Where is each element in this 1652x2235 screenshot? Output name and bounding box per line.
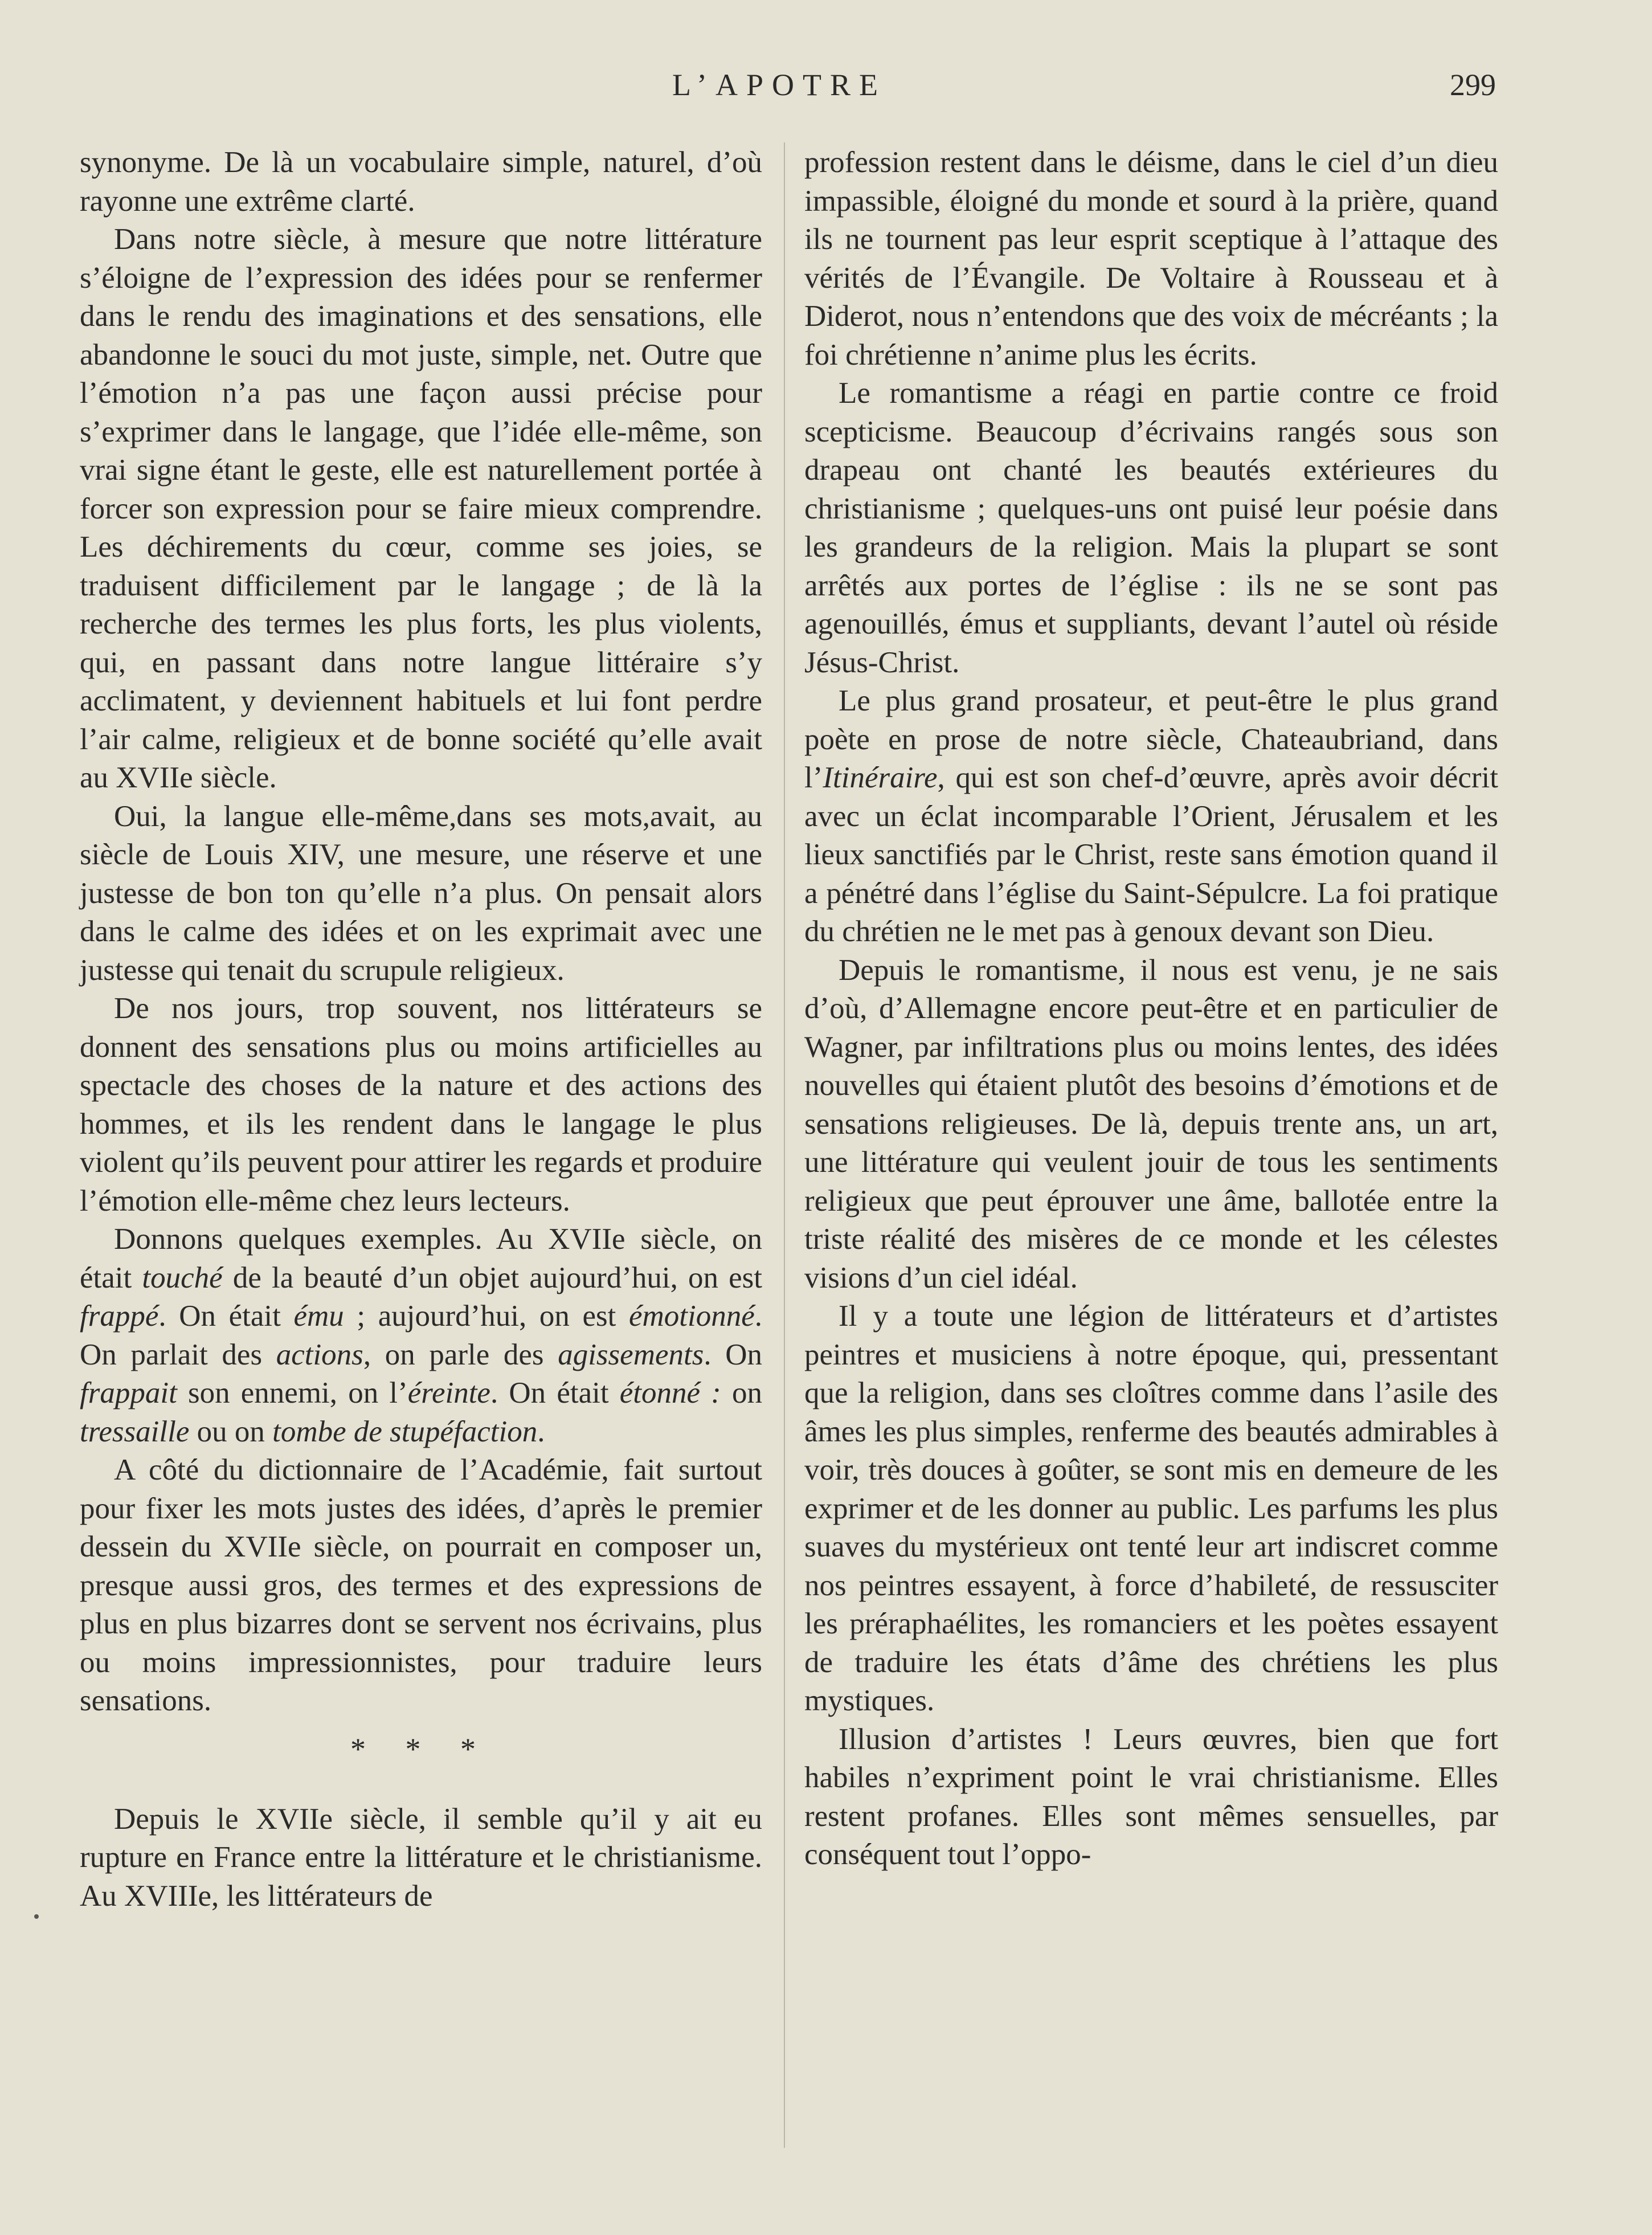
right-paragraph-5: Il y a toute une légion de littérateurs et d’artistes peintres et musiciens à notre époque, qui, pressentant que la religion, dans ses cloîtres comme dans l’asile des âmes les plus simples, renferme des beautés admirables à voir, très douces à goûter, se sont mis en demeure de les exprimer et de les donner au public. Les parfums les plus suaves du mystérieux ont tenté leur art indiscret comme nos peintres essayent, à force d’habileté, de ressusciter les préraphaélites, les romanciers et les poètes essayent de traduire les états d’âme des chrétiens les plus mystiques. [804, 1300, 1498, 1717]
text-run: son ennemi, on l’ [177, 1376, 408, 1409]
italic-term: touché [142, 1261, 223, 1294]
italic-term: éreinte [407, 1376, 490, 1409]
right-column [804, 144, 1498, 1874]
text-run: Donnons quelques exemples. Au XVIIe siècle, on était [80, 1223, 762, 1294]
text-run: , qui est son chef-d’œuvre, après avoir décrit avec un éclat incomparable l’Orient, Jérusalem et les lieux sanctifiés par le Christ, reste sans émotion quand il a pénétré dans l’église du Saint-Sépulcre. La foi pratique du chrétien ne le met pas à genoux devant son Dieu. [804, 761, 1498, 948]
running-title: L’APOTRE [672, 68, 887, 102]
italic-term: frappait [80, 1376, 177, 1409]
text-run: . [537, 1415, 545, 1448]
right-paragraph-3 [804, 682, 1498, 951]
text-run: on [721, 1376, 763, 1409]
text-run: de la beauté d’un objet aujourd’hui, on est [222, 1261, 762, 1294]
text-run: Le plus grand prosateur, et peut-être le plus grand poète en prose de notre siècle, Chateaubriand, dans l’ [804, 684, 1498, 794]
page-header [0, 67, 1652, 113]
text-run: ; aujourd’hui, on est [344, 1300, 629, 1333]
right-paragraph-1: profession restent dans le déisme, dans le ciel d’un dieu impassible, éloigné du monde et sourd à la prière, quand ils ne tournent pas leur esprit sceptique à l’attaque des vérités de l’Évangile. De Voltaire à Rousseau et à Diderot, nous n’entendons que des voix de mécréants ; la foi chrétienne n’anime plus les écrits. [804, 146, 1498, 371]
italic-title: Itinéraire [823, 761, 938, 794]
left-paragraph-2: Dans notre siècle, à mesure que notre littérature s’éloigne de l’expression des idées pour se renfermer dans le rendu des imaginations et des sensations, elle abandonne le souci du mot juste, simple, net. Outre que l’émotion n’a pas une façon aussi précise pour s’exprimer dans le langage, que l’idée elle-même, son vrai signe étant le geste, elle est naturellement portée à forcer son expression pour se faire mieux comprendre. Les déchirements du cœur, comme ses joies, se traduisent difficilement par le langage ; de là la recherche des termes les plus forts, les plus violents, qui, en passant dans notre langue littéraire s’y acclimatent, y deviennent habituels et lui font perdre l’air calme, religieux et de bonne société qu’elle avait au XVIIe siècle. [80, 223, 762, 794]
italic-term: étonné : [619, 1376, 721, 1409]
page-number: 299 [1450, 68, 1496, 102]
right-paragraph-6: Illusion d’artistes ! Leurs œuvres, bien que fort habiles n’expriment point le vrai christianisme. Elles restent profanes. Elles sont mêmes sensuelles, par conséquent tout l’oppo- [804, 1722, 1498, 1871]
left-paragraph-7: Depuis le XVIIe siècle, il semble qu’il y ait eu rupture en France entre la littérature et le christianisme. Au XVIIIe, les littérateurs de [80, 1802, 762, 1913]
column-divider [784, 142, 785, 2148]
italic-term: agissements [558, 1338, 704, 1371]
text-run: . On [704, 1338, 763, 1371]
italic-term: ému [293, 1300, 344, 1333]
italic-term: frappé [80, 1300, 159, 1333]
italic-term: tressaille [80, 1415, 190, 1448]
text-run: . On parlait des [80, 1300, 763, 1371]
italic-term: émotionné [628, 1300, 755, 1333]
section-break-asterism: * * * [350, 1731, 492, 1766]
text-run: ou on [189, 1415, 273, 1448]
left-column [80, 144, 762, 1915]
text-run: , on parle des [363, 1338, 558, 1371]
italic-term: actions [276, 1338, 363, 1371]
left-paragraph-3: Oui, la langue elle-même,dans ses mots,avait, au siècle de Louis XIV, une mesure, une réserve et une justesse de bon ton qu’elle n’a plus. On pensait alors dans le calme des idées et on les exprimait avec une justesse qui tenait du scrupule religieux. [80, 799, 762, 987]
right-paragraph-2: Le romantisme a réagi en partie contre ce froid scepticisme. Beaucoup d’écrivains rangés sous son drapeau ont chanté les beautés extérieures du christianisme ; quelques-uns ont puisé leur poésie dans les grandeurs de la religion. Mais la plupart se sont arrêtés aux portes de l’église : ils ne se sont pas agenouillés, émus et suppliants, devant l’autel où réside Jésus-Christ. [804, 377, 1498, 679]
left-paragraph-1: synonyme. De là un vocabulaire simple, naturel, d’où rayonne une extrême clarté. [80, 146, 762, 218]
margin-dot [34, 1914, 39, 1919]
right-paragraph-4: Depuis le romantisme, il nous est venu, je ne sais d’où, d’Allemagne encore peut-être et en particulier de Wagner, par infiltrations plus ou moins lentes, des idées nouvelles qui étaient plutôt des besoins d’émotions et de sensations religieuses. De là, depuis trente ans, un art, une littérature qui veulent jouir de tous les sentiments religieux que peut éprouver une âme, ballotée entre la triste réalité des misères de ce monde et les célestes visions d’un ciel idéal. [804, 953, 1498, 1294]
text-run: . On était [158, 1300, 294, 1333]
italic-term: tombe de stupéfaction [272, 1415, 538, 1448]
text-run: . On était [490, 1376, 620, 1409]
left-paragraph-6: A côté du dictionnaire de l’Académie, fait surtout pour fixer les mots justes des idées, d’après le premier dessein du XVIIe siècle, on pourrait en composer un, presque aussi gros, des termes et des expressions de plus en plus bizarres dont se servent nos écrivains, plus ou moins impressionnistes, pour traduire leurs sensations. [80, 1453, 762, 1717]
left-paragraph-5 [80, 1220, 762, 1451]
left-paragraph-4: De nos jours, trop souvent, nos littérateurs se donnent des sensations plus ou moins artificielles au spectacle des choses de la nature et des actions des hommes, et ils les rendent dans le langage le plus violent qu’ils peuvent pour attirer les regards et produire l’émotion elle-même chez leurs lecteurs. [80, 992, 763, 1217]
